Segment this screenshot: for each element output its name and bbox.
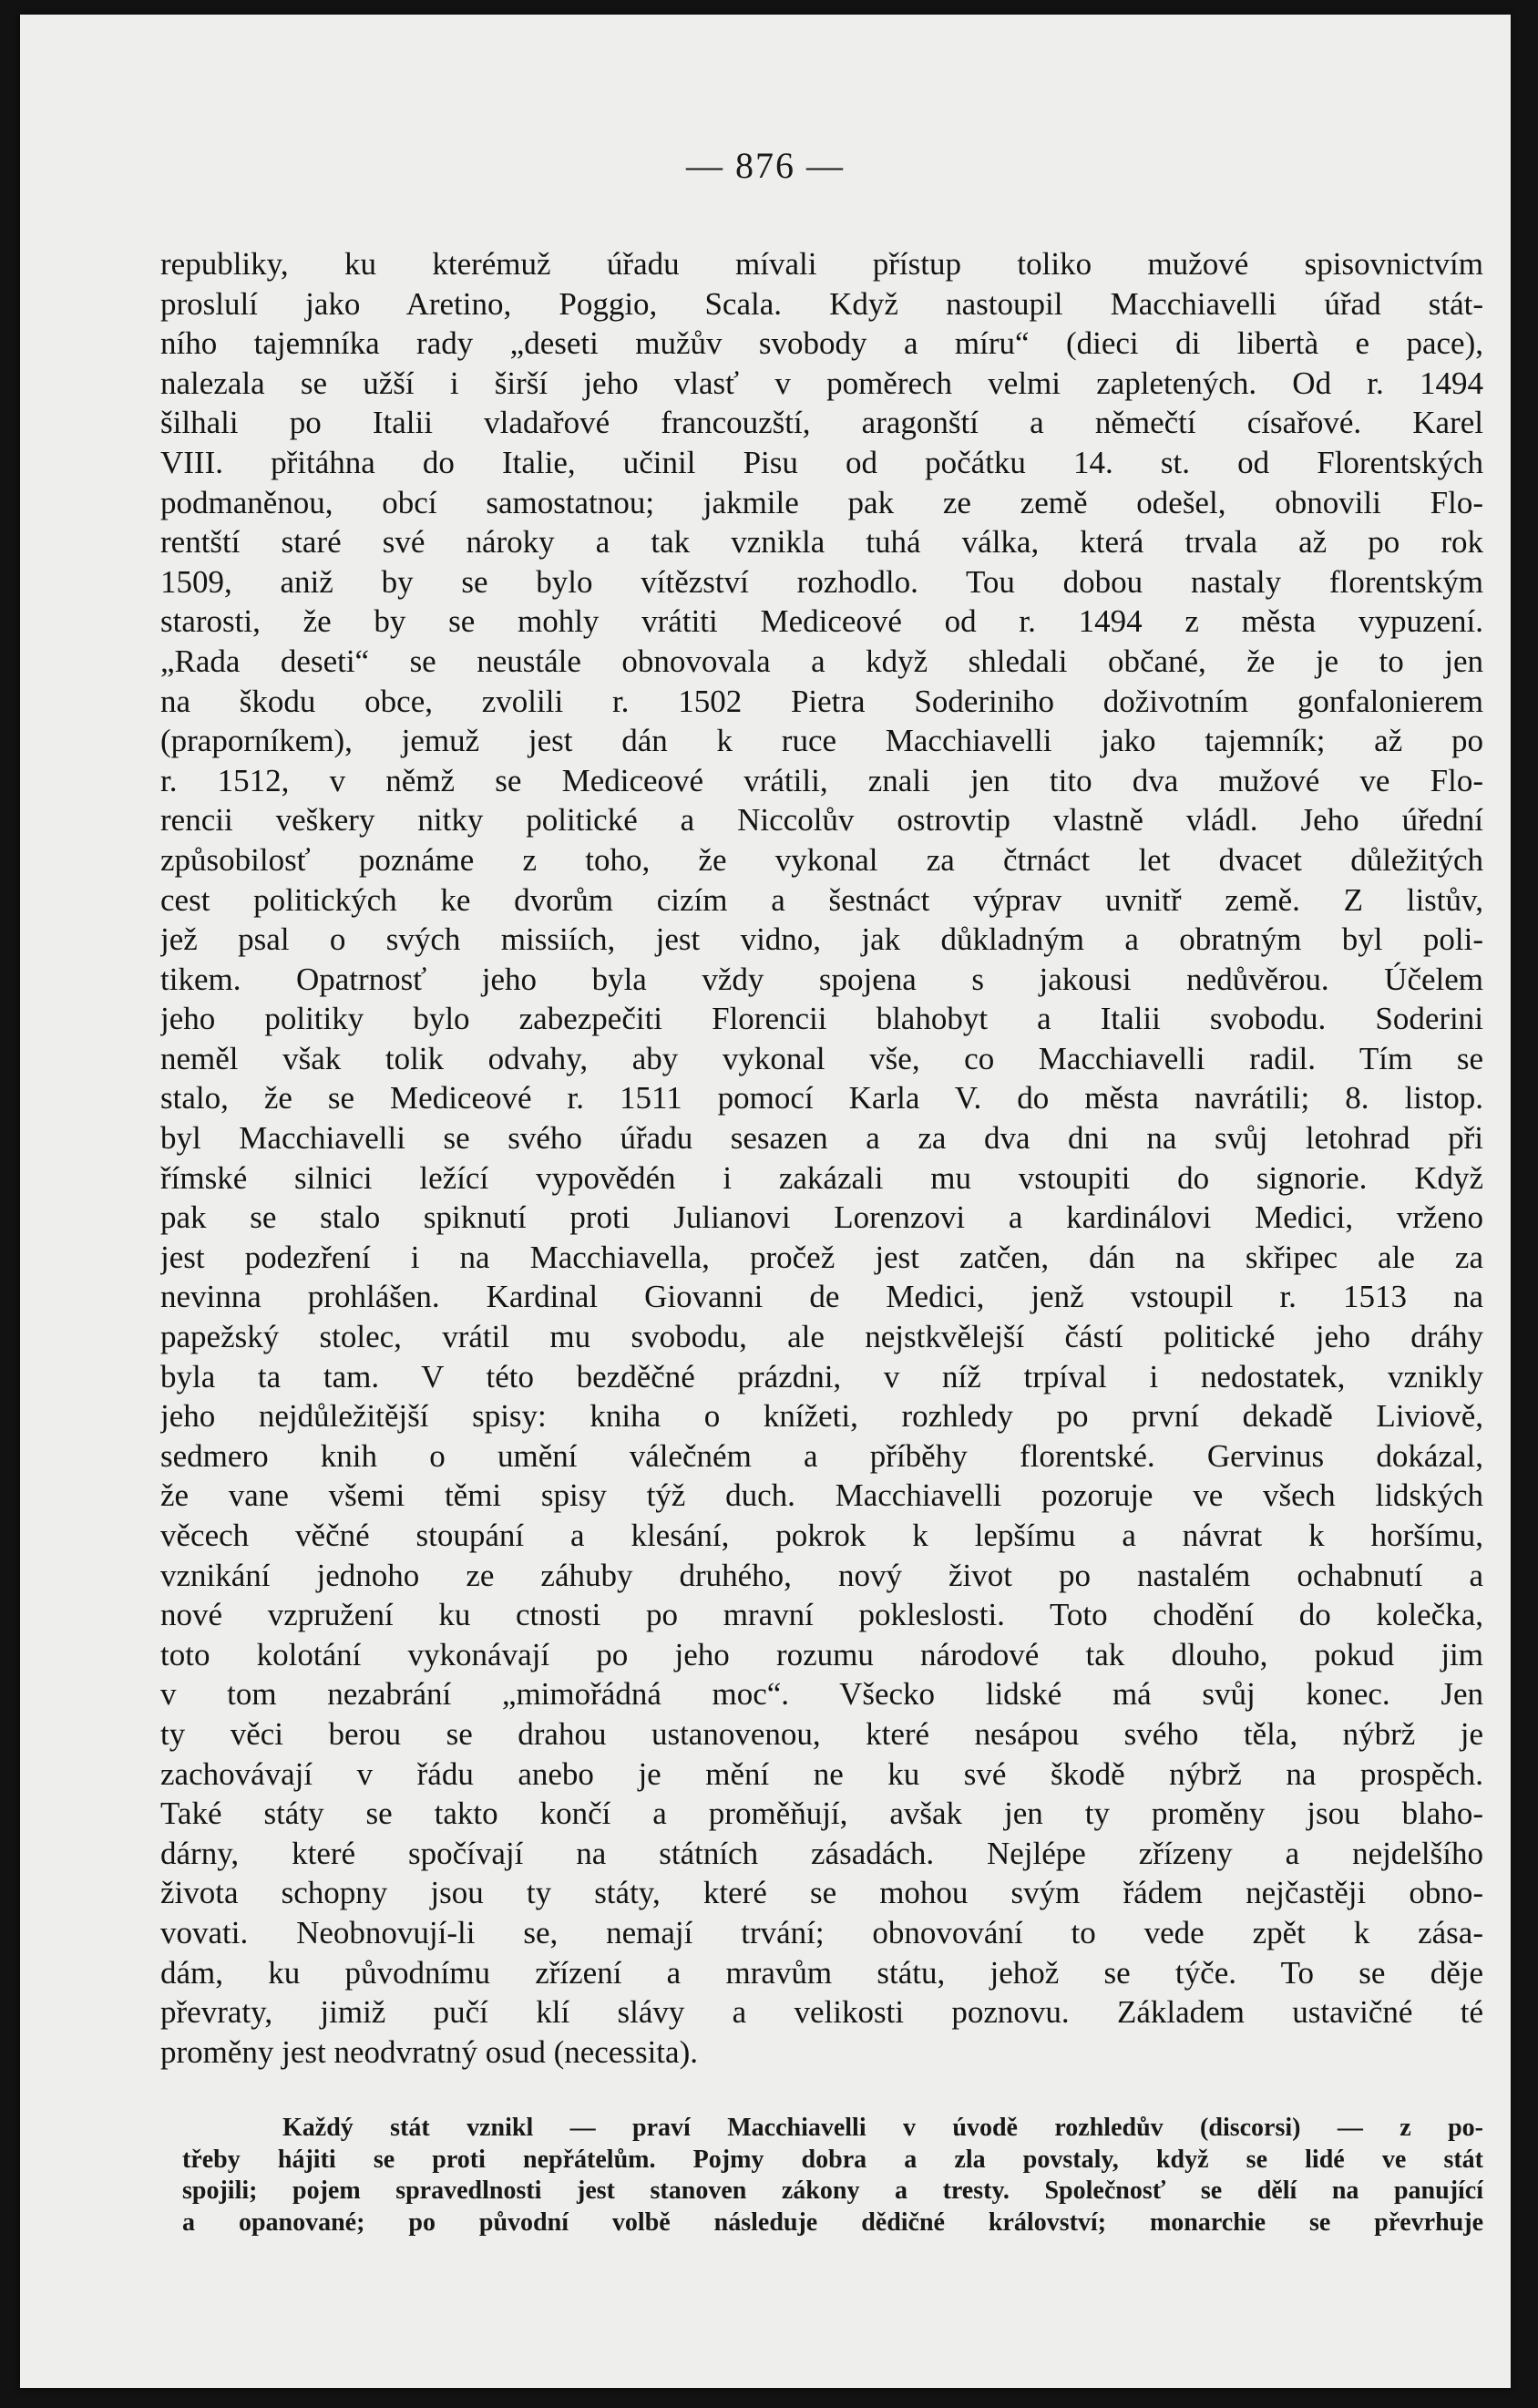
- text-line: VIII. přitáhna do Italie, učinil Pisu od počátku 14. st. od Florentských: [160, 444, 1483, 480]
- text-line: sedmero knih o umění válečném a příběhy florentské. Gervinus dokázal,: [160, 1437, 1483, 1474]
- text-line: nalezala se užší i širší jeho vlasť v poměrech velmi zapletených. Od r. 1494: [160, 365, 1483, 401]
- text-line: nové vzpružení ku ctnosti po mravní pokleslosti. Toto chodění do kolečka,: [160, 1597, 1483, 1633]
- page-number: — 876 —: [686, 145, 845, 186]
- text-line: podmaněnou, obcí samostatnou; jakmile pak ze země odešel, obnovili Flo-: [160, 484, 1483, 520]
- text-line: římské silnici ležící vypovědén i zakázali mu vstoupiti do signorie. Když: [160, 1159, 1483, 1196]
- text-line: jest podezření i na Macchiavella, pročež jest zatčen, dán na skřipec ale za: [160, 1239, 1483, 1275]
- text-line: převraty, jimiž pučí klí slávy a velikosti poznovu. Základem ustavičné té: [160, 1994, 1483, 2031]
- text-line: republiky, ku kterémuž úřadu mívali přístup toliko mužové spisovnictvím: [160, 246, 1483, 282]
- footnote-line: Každý stát vznikl — praví Macchiavelli v úvodě rozhledův (discorsi) — z po-: [282, 2114, 1483, 2142]
- text-line: tikem. Opatrnosť jeho byla vždy spojena s jakousi nedůvěrou. Účelem: [160, 961, 1483, 997]
- text-line: rentští staré své nároky a tak vznikla tuhá válka, která trvala až po rok: [160, 524, 1483, 561]
- text-line: vovati. Neobnovují-li se, nemají trvání; obnovování to vede zpět k zása-: [160, 1914, 1483, 1950]
- main-text: [160, 244, 1483, 2072]
- text-line: ního tajemníka rady „deseti mužův svobody a míru“ (dieci di libertà e pace),: [160, 325, 1483, 362]
- text-line: jež psal o svých missiích, jest vidno, jak důkladným a obratným byl poli-: [160, 921, 1483, 958]
- text-line: „Rada deseti“ se neustále obnovovala a když shledali občané, že je to jen: [160, 643, 1483, 679]
- text-line: ty věci berou se drahou ustanovenou, které nesápou svého těla, nýbrž je: [160, 1715, 1483, 1752]
- text-line: byla ta tam. V této bezděčné prázdni, v níž trpíval i nedostatek, vznikly: [160, 1358, 1483, 1394]
- text-line: starosti, že by se mohly vrátiti Mediceové od r. 1494 z města vypuzení.: [160, 603, 1483, 640]
- text-line: šilhali po Italii vladařové francouzští, aragonští a němečtí císařové. Karel: [160, 405, 1483, 441]
- text-line: proslulí jako Aretino, Poggio, Scala. Když nastoupil Macchiavelli úřad stát-: [160, 285, 1483, 322]
- text-line: (praporníkem), jemuž jest dán k ruce Macchiavelli jako tajemník; až po: [160, 723, 1483, 759]
- text-line: r. 1512, v němž se Mediceové vrátili, znali jen tito dva mužové ve Flo-: [160, 762, 1483, 798]
- text-line: proměny jest neodvratný osud (necessita).: [160, 2033, 698, 2070]
- text-line: byl Macchiavelli se svého úřadu sesazen a za dva dni na svůj letohrad při: [160, 1120, 1483, 1157]
- text-line: zachovávají v řádu anebo je mění ne ku své škodě nýbrž na prospěch.: [160, 1755, 1483, 1792]
- text-line: nevinna prohlášen. Kardinal Giovanni de Medici, jenž vstoupil r. 1513 na: [160, 1279, 1483, 1315]
- book-page: [20, 15, 1511, 2388]
- footnote-line: spojili; pojem spravedlnosti jest stanoven zákony a tresty. Společnosť se dělí na panující: [182, 2176, 1483, 2205]
- text-line: rencii veškery nitky politické a Niccolův ostrovtip vlastně vládl. Jeho úřední: [160, 802, 1483, 839]
- text-line: neměl však tolik odvahy, aby vykonal vše, co Macchiavelli radil. Tím se: [160, 1040, 1483, 1076]
- text-line: v tom nezabrání „mimořádná moc“. Všecko lidské má svůj konec. Jen: [160, 1676, 1483, 1713]
- footnote-line: a opanované; po původní volbě následuje dědičné království; monarchie se převrhuje: [182, 2207, 1483, 2237]
- text-line: Také státy se takto končí a proměňují, avšak jen ty proměny jsou blaho-: [160, 1796, 1483, 1832]
- text-line: jeho politiky bylo zabezpečiti Florencii blahobyt a Italii svobodu. Soderini: [160, 1001, 1483, 1037]
- text-line: věcech věčné stoupání a klesání, pokrok k lepšímu a návrat k horšímu,: [160, 1518, 1483, 1553]
- text-line: stalo, že se Mediceové r. 1511 pomocí Karla V. do města navrátili; 8. listop.: [160, 1080, 1483, 1117]
- text-line: jeho nejdůležitější spisy: kniha o knížeti, rozhledy po první dekadě Liviově,: [160, 1398, 1483, 1435]
- text-line: cest politických ke dvorům cizím a šestnáct výprav uvnitř země. Z listův,: [160, 881, 1483, 918]
- text-line: na škodu obce, zvolili r. 1502 Pietra Soderiniho doživotním gonfalonierem: [160, 683, 1483, 719]
- text-line: pak se stalo spiknutí proti Julianovi Lorenzovi a kardinálovi Medici, vrženo: [160, 1199, 1483, 1236]
- footnote-line: třeby hájiti se proti nepřátelům. Pojmy dobra a zla povstaly, když se lidé ve stát: [182, 2145, 1483, 2174]
- text-line: dárny, které spočívají na státních zásadách. Nejlépe zřízeny a nejdelšího: [160, 1835, 1483, 1871]
- text-line: života schopny jsou ty státy, které se mohou svým řádem nejčastěji obno-: [160, 1875, 1483, 1911]
- footnote-text: [182, 2113, 1483, 2238]
- text-line: dám, ku původnímu zřízení a mravům státu, jehož se týče. To se děje: [160, 1954, 1483, 1991]
- text-line: papežský stolec, vrátil mu svobodu, ale nejstkvělejší částí politické jeho dráhy: [160, 1319, 1483, 1355]
- text-line: způsobilosť poznáme z toho, že vykonal za čtrnáct let dvacet důležitých: [160, 841, 1483, 878]
- text-line: vznikání jednoho ze záhuby druhého, nový život po nastalém ochabnutí a: [160, 1557, 1483, 1593]
- text-line: 1509, aniž by se bylo vítězství rozhodlo. Tou dobou nastaly florentským: [160, 563, 1483, 600]
- text-line: toto kolotání vykonávají po jeho rozumu národové tak dlouho, pokud jim: [160, 1636, 1483, 1672]
- text-line: že vane všemi těmi spisy týž duch. Macchiavelli pozoruje ve všech lidských: [160, 1477, 1483, 1514]
